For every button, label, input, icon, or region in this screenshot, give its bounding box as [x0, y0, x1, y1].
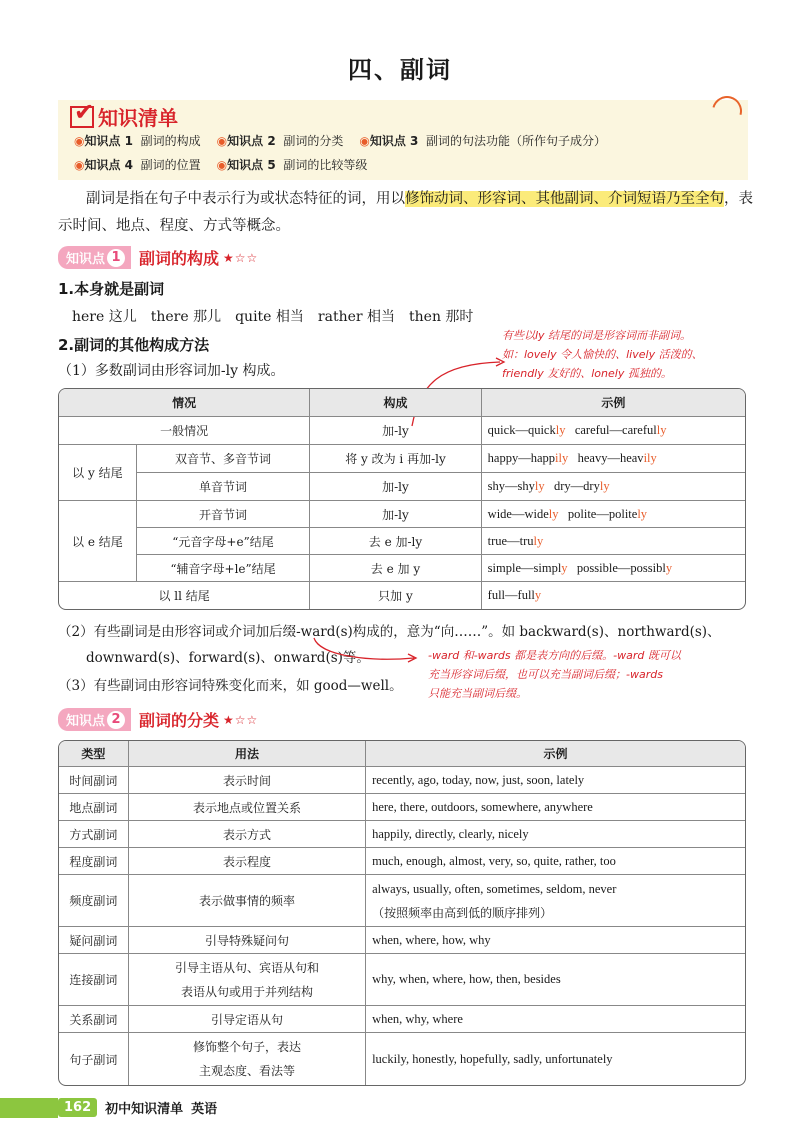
table-cell-example: luckily, honestly, hopefully, sadly, unfortunately — [372, 1051, 613, 1066]
table-cell-example: true—truly — [482, 528, 745, 555]
table-cell: 引导主语从句、宾语从句和 表语从句或用于并列结构 — [129, 954, 366, 1006]
table-row — [59, 501, 745, 528]
kp1-title: 副词的构成 — [139, 249, 220, 268]
star-rating-icon: ★☆☆ — [223, 250, 259, 265]
note-arrow-icon — [310, 636, 420, 666]
bullet-icon: ◉ — [74, 158, 85, 172]
knowledge-list-row-2 — [74, 156, 367, 173]
subject-label: 英语 — [191, 1102, 218, 1117]
table-row — [59, 927, 745, 954]
table-cell-example: happily, directly, clearly, nicely — [366, 821, 745, 848]
table-cell: 以 e 结尾 — [59, 501, 137, 582]
table-header: 类型 — [59, 741, 129, 767]
knowledge-item-number: 知识点 1 — [84, 134, 134, 148]
knowledge-item-label: 副词的位置 — [140, 158, 201, 172]
table-cell: 加-ly — [310, 417, 481, 445]
intro-text: 副词是指在句子中表示行为或状态特征的词，用以 — [86, 191, 405, 207]
kp1-subtitle-2: 2.副词的其他构成方法 — [58, 336, 210, 354]
knowledge-item — [217, 132, 344, 149]
kp2-badge-label: 知识点 — [66, 714, 106, 729]
knowledge-list-box — [58, 100, 748, 180]
table-cell: 加-ly — [310, 501, 481, 528]
table-header-row — [59, 741, 745, 767]
kp1-note-2 — [428, 646, 681, 703]
table-cell: 表示时间 — [129, 767, 366, 794]
table-cell-example: why, when, where, how, then, besides — [366, 954, 745, 1006]
table-cell: 地点副词 — [59, 794, 129, 821]
bullet-icon: ◉ — [216, 158, 228, 172]
knowledge-item-number: 知识点 2 — [227, 134, 276, 148]
table-header: 情况 — [59, 389, 310, 417]
table-header-row — [59, 389, 745, 417]
table-row — [59, 848, 745, 875]
table-cell: 句子副词 — [59, 1033, 129, 1085]
kp1-line-3: （3）有些副词由形容词特殊变化而来，如 good—well。 — [58, 678, 403, 694]
table-cell: 频度副词 — [59, 875, 129, 927]
knowledge-item-label: 副词的句法功能（所作句子成分） — [426, 134, 607, 148]
formation-table — [58, 388, 746, 610]
table-cell: 双音节、多音节词 — [137, 445, 310, 473]
footer-bar — [0, 1098, 58, 1118]
table-cell-example: when, where, how, why — [366, 927, 745, 954]
kp1-badge — [58, 246, 131, 269]
table-row — [59, 555, 745, 582]
table-cell: 表示方式 — [129, 821, 366, 848]
kp1-words: here 这儿 there 那儿 quite 相当 rather 相当 then 那时 — [72, 309, 474, 325]
table-header: 用法 — [129, 741, 366, 767]
table-cell: 单音节词 — [137, 473, 310, 501]
table-cell: 去 e 加 y — [310, 555, 481, 582]
table-row — [59, 417, 745, 445]
table-row — [59, 582, 745, 609]
table-cell: “元音字母+e”结尾 — [137, 528, 310, 555]
table-cell: 表示做事情的频率 — [129, 875, 366, 927]
table-header: 示例 — [366, 741, 745, 767]
kp2-title: 副词的分类 — [139, 711, 220, 730]
table-cell-example: quick—quickly careful—carefully — [482, 417, 745, 445]
kp2-badge — [58, 708, 131, 731]
knowledge-item-number: 知识点 4 — [84, 158, 134, 172]
table-cell: 时间副词 — [59, 767, 129, 794]
knowledge-item-label: 副词的比较等级 — [283, 158, 368, 172]
page-title: 四、副词 — [348, 56, 452, 84]
kp1-heading — [58, 246, 258, 269]
kp2-heading — [58, 708, 258, 731]
table-cell: 以 ll 结尾 — [59, 582, 310, 609]
bullet-icon: ◉ — [216, 134, 228, 148]
table-cell: 引导定语从句 — [129, 1006, 366, 1033]
table-cell: 一般情况 — [59, 417, 310, 445]
table-cell-example: shy—shyly dry—dryly — [482, 473, 745, 501]
table-cell: 将 y 改为 i 再加-ly — [310, 445, 481, 473]
table-header: 构成 — [310, 389, 481, 417]
table-cell-example: always, usually, often, sometimes, seldom, never （按照频率由高到低的顺序排列） — [366, 875, 745, 927]
table-row — [59, 473, 745, 501]
kp1-line-2a: （2）有些副词是由形容词或介词加后缀-ward(s)构成的，意为“向……”。如 backward(s)、northward(s)、 — [58, 624, 721, 640]
table-cell: 加-ly — [310, 473, 481, 501]
table-cell: 表示程度 — [129, 848, 366, 875]
note-line: 只能充当副词后缀。 — [428, 687, 527, 700]
table-cell: 开音节词 — [137, 501, 310, 528]
book-title: 初中知识清单 — [105, 1102, 184, 1117]
table-row — [59, 794, 745, 821]
knowledge-item — [359, 132, 606, 149]
table-cell: 程度副词 — [59, 848, 129, 875]
bullet-icon: ◉ — [74, 134, 85, 148]
intro-highlight: 修饰动词、形容词、其他副词、介词短语乃至全句 — [405, 191, 724, 207]
note-line: friendly 友好的、lonely 孤独的。 — [502, 367, 672, 380]
table-row — [59, 1033, 745, 1085]
table-cell: 以 y 结尾 — [59, 445, 137, 501]
knowledge-item — [74, 132, 201, 149]
knowledge-list-title: 知识清单 — [98, 106, 178, 130]
knowledge-item-label: 副词的构成 — [140, 134, 201, 148]
table-row — [59, 1006, 745, 1033]
table-row — [59, 528, 745, 555]
page-footer — [58, 1098, 217, 1117]
table-row — [59, 821, 745, 848]
table-row — [59, 767, 745, 794]
table-cell-example: full—fully — [487, 588, 542, 602]
table-cell: 修饰整个句子，表达 主观态度、看法等 — [129, 1033, 366, 1085]
kp1-note-1 — [502, 326, 703, 383]
note-line: 如：lovely 令人愉快的、lively 活泼的、 — [502, 348, 703, 361]
table-cell: 引导特殊疑问句 — [129, 927, 366, 954]
table-cell-example: happy—happily heavy—heavily — [482, 445, 745, 473]
knowledge-list-header — [70, 102, 178, 131]
page-number: 162 — [58, 1098, 97, 1117]
kp1-badge-label: 知识点 — [66, 252, 106, 267]
table-cell-example: simple—simply possible—possibly — [482, 555, 745, 582]
table-cell-example: wide—widely polite—politely — [482, 501, 745, 528]
kp1-subtitle-1: 1.本身就是副词 — [58, 280, 165, 298]
knowledge-item — [74, 156, 201, 173]
table-cell-example: much, enough, almost, very, so, quite, rather, too — [366, 848, 745, 875]
star-rating-icon: ★☆☆ — [223, 712, 259, 727]
table-header: 示例 — [482, 389, 745, 417]
kp1-number: 1 — [107, 249, 125, 267]
intro-paragraph — [58, 186, 758, 240]
table-cell: 表示地点或位置关系 — [129, 794, 366, 821]
table-row — [59, 445, 745, 473]
knowledge-item-label: 副词的分类 — [283, 134, 344, 148]
table-cell: 去 e 加-ly — [310, 528, 481, 555]
table-cell: 只加 y — [310, 582, 481, 609]
checkbox-icon — [70, 106, 94, 128]
knowledge-item-number: 知识点 3 — [369, 134, 419, 148]
table-cell-example: when, why, where — [366, 1006, 745, 1033]
table-cell: “辅音字母+le”结尾 — [137, 555, 310, 582]
table-cell: 关系副词 — [59, 1006, 129, 1033]
note-line: -ward 和-wards 都是表方向的后缀。-ward 既可以 — [428, 649, 681, 662]
knowledge-list-row-1 — [74, 132, 606, 149]
table-row — [59, 954, 745, 1006]
table-cell-example: recently, ago, today, now, just, soon, lately — [366, 767, 745, 794]
knowledge-item-number: 知识点 5 — [227, 158, 276, 172]
knowledge-item — [217, 156, 368, 173]
note-line: 有些以ly 结尾的词是形容词而非副词。 — [502, 329, 692, 342]
kp1-line-1: （1）多数副词由形容词加-ly 构成。 — [58, 363, 285, 379]
table-cell: 方式副词 — [59, 821, 129, 848]
classification-table — [58, 740, 746, 1086]
table-cell-example: here, there, outdoors, somewhere, anywhere — [366, 794, 745, 821]
table-cell: 连接副词 — [59, 954, 129, 1006]
note-line: 充当形容词后缀，也可以充当副词后缀；-wards — [428, 668, 663, 681]
kp2-number: 2 — [107, 711, 125, 729]
table-cell: 疑问副词 — [59, 927, 129, 954]
table-row — [59, 875, 745, 927]
kp1-line-2b: downward(s)、forward(s)、onward(s)等。 — [86, 650, 370, 666]
intro-text-end: ，表示时间、地点、程度、方式等概念。 — [58, 191, 753, 234]
bullet-icon: ◉ — [359, 134, 370, 148]
